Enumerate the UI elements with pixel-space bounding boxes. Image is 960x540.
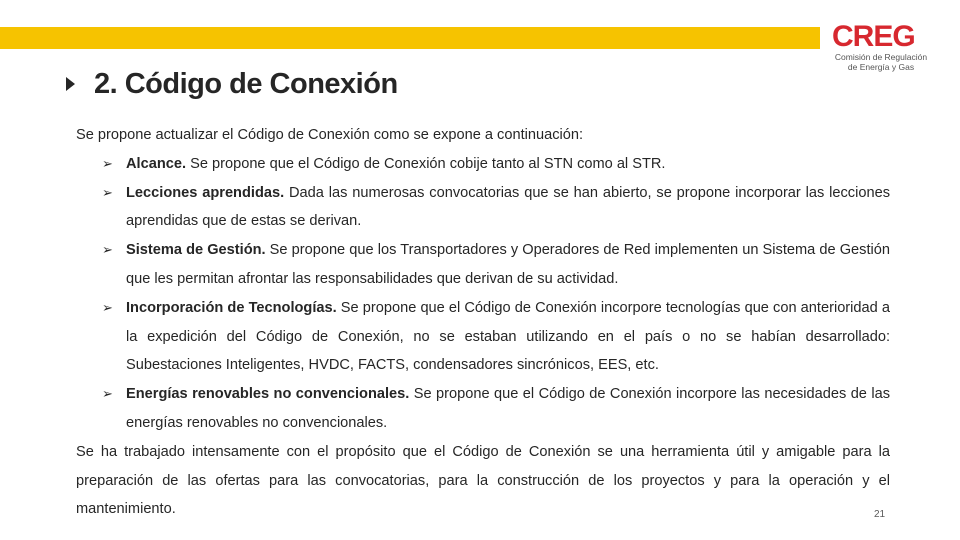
bullet-item bbox=[76, 150, 890, 179]
logo-subtitle-line2: de Energía y Gas bbox=[847, 62, 915, 72]
bullet-text: Se propone que el Código de Conexión incorpore tecnologías que con anterioridad a la expedición del Código de Conexión, no se estaban utilizando en el país o no se habían desarrollado: Subestaciones Inteligentes, HVDC, FACTS, condensadores sincrónicos, EES, etc. bbox=[126, 299, 890, 374]
bullet-heading: Alcance. bbox=[126, 155, 187, 172]
arrow-bullet-icon: ➢ bbox=[102, 242, 113, 258]
arrow-bullet-icon: ➢ bbox=[102, 184, 113, 200]
bullet-heading: Incorporación de Tecnologías. bbox=[126, 299, 337, 316]
bullet-heading: Sistema de Gestión. bbox=[126, 242, 266, 259]
logo-mark: CREG bbox=[832, 20, 915, 53]
bullet-text: Se propone que los Transportadores y Operadores de Red implementen un Sistema de Gestión que les permitan afrontar las responsabilidades que derivan de su actividad. bbox=[126, 242, 890, 287]
bullet-heading: Lecciones aprendidas. bbox=[126, 184, 285, 201]
arrow-bullet-icon: ➢ bbox=[102, 155, 113, 171]
bullet-text: Dada las numerosas convocatorias que se han abierto, se propone incorporar las lecciones aprendidas que de estas se derivan. bbox=[126, 184, 890, 230]
creg-logo bbox=[828, 22, 938, 80]
bullet-heading: Energías renovables no convencionales. bbox=[126, 386, 410, 403]
bullet-item bbox=[76, 179, 890, 237]
closing-text: Se ha trabajado intensamente con el propósito que el Código de Conexión se una herramienta útil y amigable para la preparación de las ofertas para las convocatorias, para la construcción de los proyectos y para la operación y el mantenimiento. bbox=[76, 443, 890, 518]
page-number: 21 bbox=[874, 509, 886, 520]
title-arrow-icon bbox=[66, 77, 75, 91]
bullet-text: Se propone que el Código de Conexión incorpore las necesidades de las energías renovables no convencionales. bbox=[126, 386, 891, 431]
logo-subtitle-line1: Comisión de Regulación bbox=[834, 52, 928, 62]
slide-body bbox=[76, 121, 890, 524]
top-accent-bar bbox=[0, 27, 820, 49]
bullet-item bbox=[76, 294, 890, 380]
slide-title: 2. Código de Conexión bbox=[94, 67, 398, 100]
bullet-text: Se propone que el Código de Conexión cobije tanto al STN como al STR. bbox=[186, 155, 666, 172]
arrow-bullet-icon: ➢ bbox=[102, 386, 113, 402]
arrow-bullet-icon: ➢ bbox=[102, 299, 113, 315]
bullet-list bbox=[76, 150, 890, 438]
title-row bbox=[66, 64, 398, 104]
bullet-item bbox=[76, 380, 890, 438]
bullet-item bbox=[76, 236, 890, 294]
intro-text: Se propone actualizar el Código de Conexión como se expone a continuación: bbox=[76, 127, 584, 143]
